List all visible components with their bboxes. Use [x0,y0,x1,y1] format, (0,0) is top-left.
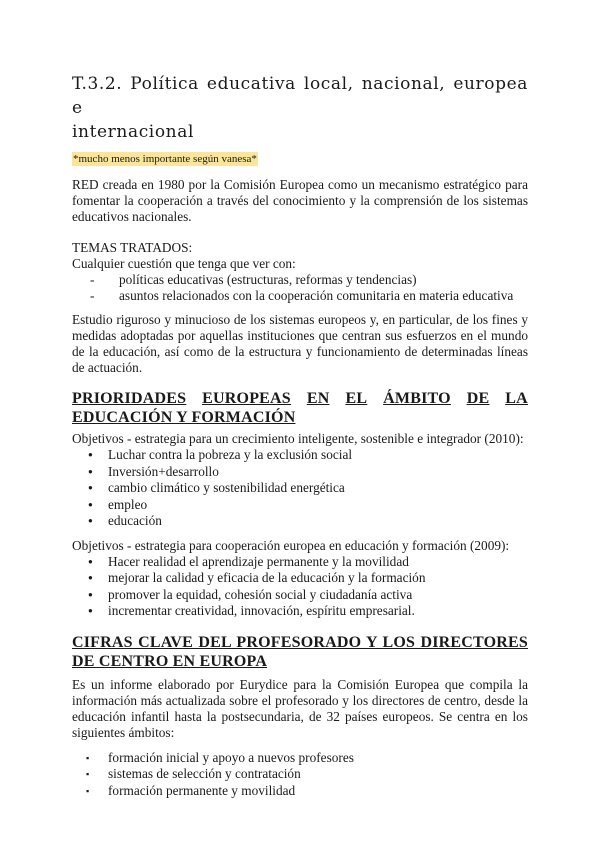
objetivos-2009-list [72,554,528,620]
list-item: ● Hacer realidad el aprendizaje permanente y la movilidad [72,554,528,571]
list-item: ▪ formación inicial y apoyo a nuevos profesores [72,750,528,767]
temas-intro: Cualquier cuestión que tenga que ver con: [72,256,296,271]
prioridades-heading [72,389,528,427]
list-item: ● educación [72,513,528,530]
list-item: - asuntos relacionados con la cooperación comunitaria en materia educativa [72,288,528,304]
document-page [72,72,528,799]
heading-word: PRIORIDADES [72,390,187,407]
cifras-heading: CIFRAS CLAVE DEL PROFESORADO Y LOS DIRECTORES DE CENTRO EN EUROPA [72,633,528,670]
list-item: ● mejorar la calidad y eficacia de la educación y la formación [72,570,528,587]
temas-heading: TEMAS TRATADOS: [72,240,193,255]
prioridades-heading-line-2: EDUCACIÓN Y FORMACIÓN [72,409,296,426]
cifras-list [72,750,528,800]
prioridades-heading-line-1 [72,389,528,408]
page-title-line-2: internacional [72,122,195,142]
objetivos-2010-list [72,447,528,530]
cifras-paragraph: Es un informe elaborado por Eurydice para la Comisión Europea que compila la información más actualizada sobre el profesorado y los directores de centro, desde la educación infantil hasta la postsecundaria, de 32 países europeos. Se centra en los siguientes ámbitos: [72,676,528,740]
heading-word: EL [345,390,368,407]
list-item: ● incrementar creatividad, innovación, espíritu empresarial. [72,603,528,620]
highlighted-note: *mucho menos importante según vanesa* [73,153,257,165]
page-title [72,72,528,144]
estudio-paragraph: Estudio riguroso y minucioso de los sistemas europeos y, en particular, de los fines y medidas adoptadas por aquellas instituciones que centran sus esfuerzos en el mundo de la educación, así como de la estructura y funcionamiento de determinadas líneas de actuación. [72,312,528,375]
temas-list [72,272,528,304]
heading-word: LA [505,390,528,407]
list-item: ● empleo [72,497,528,514]
red-paragraph: RED creada en 1980 por la Comisión Europea como un mecanismo estratégico para fomentar la cooperación a través del conocimiento y la comprensión de los sistemas educativos nacionales. [72,177,528,224]
list-item: ● promover la equidad, cohesión social y ciudadanía activa [72,587,528,604]
heading-word: DE [466,390,490,407]
heading-word: ÁMBITO [383,390,451,407]
list-item: ▪ sistemas de selección y contratación [72,766,528,783]
list-item: ▪ formación permanente y movilidad [72,783,528,800]
objetivos-2009-intro: Objetivos - estrategia para cooperación europea en educación y formación (2009): [72,537,510,553]
page-title-line-1: T.3.2. Política educativa local, nacional, europea e [72,74,528,118]
list-item: - políticas educativas (estructuras, reformas y tendencias) [72,272,528,288]
objetivos-2010-intro: Objetivos - estrategia para un crecimiento inteligente, sostenible e integrador (2010): [72,431,524,446]
list-item: ● Inversión+desarrollo [72,464,528,481]
heading-word: EN [306,390,330,407]
list-item: ● cambio climático y sostenibilidad energética [72,480,528,497]
list-item: ● Luchar contra la pobreza y la exclusión social [72,447,528,464]
heading-word: EUROPEAS [202,390,291,407]
